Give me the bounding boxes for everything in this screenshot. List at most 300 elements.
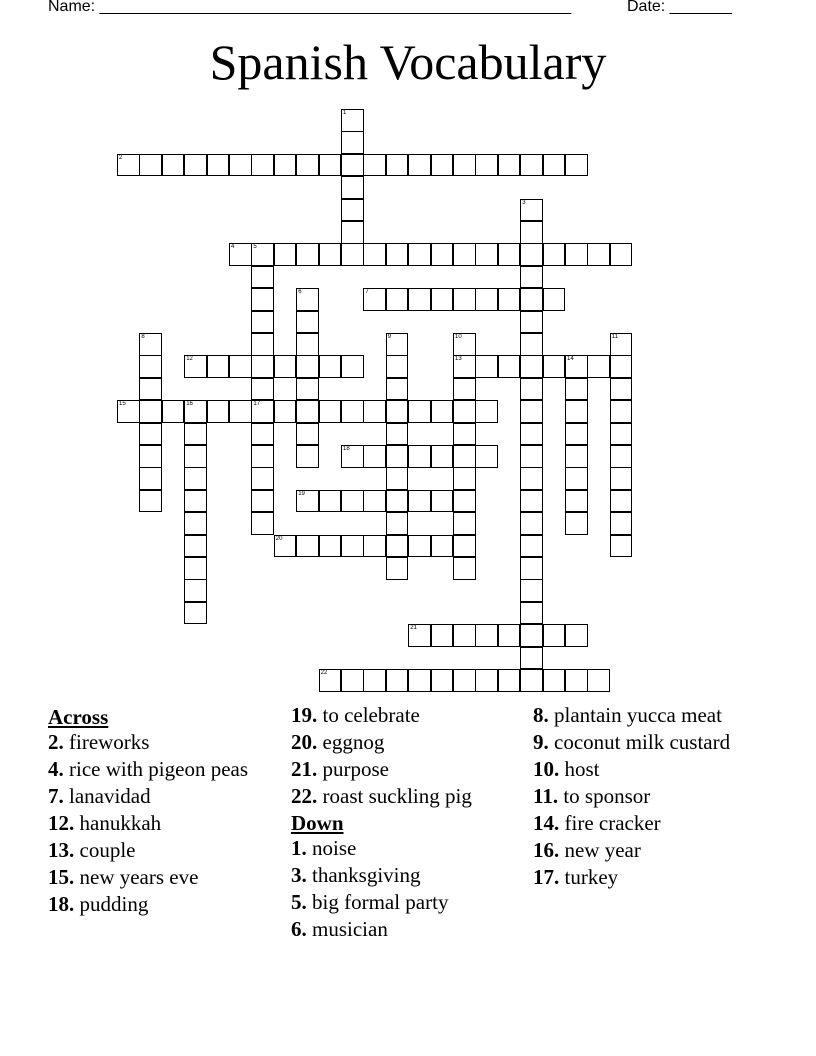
crossword-cell[interactable] [498,624,521,647]
crossword-cell[interactable] [431,288,454,311]
crossword-cell[interactable] [498,355,521,378]
clue-column-1 [48,703,278,919]
across-clue [291,703,521,728]
crossword-cell[interactable] [251,311,274,334]
across-heading: Across [48,705,109,729]
clue-number: 11. [533,784,559,808]
cell-number: 10 [455,334,462,340]
crossword-cell[interactable] [431,400,454,423]
crossword-cell[interactable] [498,154,521,177]
crossword-cell[interactable] [453,490,476,513]
clue-number: 8. [533,703,549,727]
clue-text: lanavidad [69,783,151,808]
crossword-cell[interactable] [184,512,207,535]
crossword-cell[interactable] [520,423,543,446]
cell-number: 20 [275,535,283,542]
crossword-cell[interactable] [341,109,364,132]
clue-number: 6. [291,916,307,941]
crossword-cell[interactable] [207,154,230,177]
clue-text: fire cracker [564,811,661,835]
clue-text: fireworks [69,729,150,754]
clue-column-3 [533,703,733,892]
clue-text: musician [312,916,388,941]
crossword-cell[interactable] [363,490,386,513]
crossword-cell[interactable] [386,243,409,266]
crossword-cell[interactable] [296,243,319,266]
down-clue [291,863,521,888]
crossword-cell[interactable] [386,154,409,177]
crossword-cell[interactable] [341,131,364,154]
crossword-cell[interactable] [431,243,454,266]
clue-number: 1. [291,835,307,860]
crossword-cell[interactable] [475,154,498,177]
crossword-cell[interactable] [207,400,230,423]
cell-number: 5 [253,244,257,251]
down-clue [291,836,521,861]
cell-number: 16 [186,401,193,408]
crossword-cell[interactable] [184,445,207,468]
crossword-cell[interactable] [498,669,521,692]
crossword-cell[interactable] [543,355,566,378]
across-clue [291,730,521,755]
crossword-cell[interactable] [408,624,431,647]
crossword-cell[interactable] [274,154,297,177]
crossword-cell[interactable] [431,445,454,468]
crossword-cell[interactable] [319,669,342,692]
crossword-cell[interactable] [498,243,521,266]
clue-text: to sponsor [563,784,651,808]
down-clue [533,730,733,755]
clue-number: 12. [48,810,75,835]
crossword-cell[interactable] [251,243,274,266]
crossword-cell[interactable] [341,355,364,378]
crossword-cell[interactable] [520,624,543,647]
clue-text: noise [312,835,357,860]
crossword-cell[interactable] [520,333,543,356]
across-clue [48,784,278,809]
crossword-cell[interactable] [453,624,476,647]
crossword-cell[interactable] [296,378,319,401]
clue-number: 20. [291,730,318,754]
crossword-cell[interactable] [408,669,431,692]
crossword-cell[interactable] [184,535,207,558]
crossword-cell[interactable] [319,400,342,423]
crossword-cell[interactable] [296,333,319,356]
crossword-cell[interactable] [251,266,274,289]
crossword-cell[interactable] [251,333,274,356]
crossword-cell[interactable] [274,535,297,558]
clue-text: host [564,757,600,781]
crossword-cell[interactable] [386,378,409,401]
name-field-label: Name: _____________________________________________________ [48,0,572,15]
crossword-cell[interactable] [386,355,409,378]
clue-number: 7. [48,783,64,808]
down-clue [291,917,521,942]
crossword-cell[interactable] [453,400,476,423]
crossword-cell[interactable] [520,602,543,625]
crossword-cell[interactable] [543,669,566,692]
crossword-cell[interactable] [520,378,543,401]
crossword-cell[interactable] [251,400,274,423]
clue-number: 17. [533,865,560,889]
across-clue [48,865,278,890]
crossword-cell[interactable] [251,288,274,311]
crossword-cell[interactable] [431,154,454,177]
crossword-cell[interactable] [520,221,543,244]
crossword-cell[interactable] [408,445,431,468]
cell-number: 17 [253,401,261,408]
crossword-cell[interactable] [296,400,319,423]
crossword-cell[interactable] [543,624,566,647]
crossword-cell[interactable] [296,535,319,558]
page-title: Spanish Vocabulary [209,34,607,90]
clue-number: 5. [291,889,307,914]
crossword-cell[interactable] [319,355,342,378]
crossword-cell[interactable] [139,154,162,177]
crossword-cell[interactable] [453,333,476,356]
crossword-cell[interactable] [520,288,543,311]
cell-number: 2 [119,154,123,161]
crossword-cell[interactable] [520,512,543,535]
cell-number: 4 [231,244,235,251]
crossword-cell[interactable] [520,355,543,378]
cell-number: 19 [298,490,305,497]
crossword-cell[interactable] [520,266,543,289]
crossword-cell[interactable] [296,490,319,513]
clue-text: coconut milk custard [554,730,731,754]
crossword-cell[interactable] [520,154,543,177]
crossword-cell[interactable] [587,669,610,692]
cell-number: 7 [365,289,369,296]
crossword-cell[interactable] [453,557,476,580]
crossword-cell[interactable] [610,490,633,513]
crossword-cell[interactable] [251,445,274,468]
clue-text: pudding [79,891,149,916]
crossword-cell[interactable] [520,467,543,490]
crossword-cell[interactable] [565,669,588,692]
crossword-cell[interactable] [274,400,297,423]
clue-number: 19. [291,703,318,727]
crossword-cell[interactable] [565,490,588,513]
crossword-cell[interactable] [543,154,566,177]
clue-text: new years eve [79,864,199,889]
crossword-cell[interactable] [386,467,409,490]
crossword-cell[interactable] [117,400,140,423]
crossword-cell[interactable] [520,669,543,692]
crossword-cell[interactable] [341,490,364,513]
crossword-cell[interactable] [453,288,476,311]
cell-number: 6 [298,289,302,296]
crossword-cell[interactable] [184,490,207,513]
crossword-cell[interactable] [341,669,364,692]
cell-number: 22 [320,670,328,676]
clue-text: hanukkah [79,810,162,835]
crossword-cell[interactable] [565,355,588,378]
crossword-cell[interactable] [565,445,588,468]
crossword-cell[interactable] [386,288,409,311]
crossword-cell[interactable] [139,355,162,378]
crossword-cell[interactable] [184,557,207,580]
crossword-cell[interactable] [453,423,476,446]
crossword-cell[interactable] [251,378,274,401]
crossword-cell[interactable] [363,288,386,311]
crossword-cell[interactable] [453,669,476,692]
crossword-cell[interactable] [319,154,342,177]
crossword-cell[interactable] [565,400,588,423]
crossword-cell[interactable] [184,154,207,177]
crossword-cell[interactable] [139,400,162,423]
cell-number: 9 [387,334,392,340]
crossword-cell[interactable] [475,445,498,468]
crossword-cell[interactable] [565,243,588,266]
crossword-cell[interactable] [386,423,409,446]
crossword-cell[interactable] [363,669,386,692]
crossword-cell[interactable] [610,333,633,356]
crossword-cell[interactable] [520,557,543,580]
clue-number: 22. [291,784,318,808]
crossword-cell[interactable] [610,423,633,446]
crossword-cell[interactable] [184,355,207,378]
crossword-cell[interactable] [408,288,431,311]
crossword-cell[interactable] [520,311,543,334]
crossword-cell[interactable] [431,490,454,513]
clue-text: to celebrate [322,703,420,727]
crossword-cell[interactable] [587,243,610,266]
crossword-cell[interactable] [431,624,454,647]
cell-number: 18 [343,446,350,452]
crossword-cell[interactable] [386,669,409,692]
crossword-cell[interactable] [610,355,633,378]
crossword-cell[interactable] [341,243,364,266]
crossword-cell[interactable] [296,423,319,446]
crossword-cell[interactable] [117,154,140,177]
crossword-cell[interactable] [386,535,409,558]
crossword-cell[interactable] [341,535,364,558]
crossword-cell[interactable] [229,154,252,177]
crossword-cell[interactable] [251,154,274,177]
crossword-cell[interactable] [251,490,274,513]
crossword-cell[interactable] [431,535,454,558]
clue-number: 2. [48,729,64,754]
crossword-cell[interactable] [139,423,162,446]
down-heading: Down [291,811,344,835]
crossword-cell[interactable] [184,423,207,446]
crossword-cell[interactable] [229,243,252,266]
crossword-cell[interactable] [319,490,342,513]
crossword-cell[interactable] [543,243,566,266]
crossword-cell[interactable] [520,535,543,558]
crossword-cell[interactable] [520,490,543,513]
crossword-cell[interactable] [251,423,274,446]
crossword-cell[interactable] [296,154,319,177]
crossword-cell[interactable] [520,400,543,423]
crossword-cell[interactable] [408,243,431,266]
crossword-cell[interactable] [520,579,543,602]
crossword-cell[interactable] [453,243,476,266]
crossword-cell[interactable] [162,154,185,177]
crossword-cell[interactable] [386,333,409,356]
crossword-cell[interactable] [341,154,364,177]
clue-text: turkey [564,865,619,889]
across-clue [48,811,278,836]
cell-number: 11 [611,334,619,340]
cell-number: 14 [567,356,574,363]
clue-text: rice with pigeon peas [69,756,249,781]
crossword-cell[interactable] [453,355,476,378]
down-clue [533,703,733,728]
crossword-cell[interactable] [520,243,543,266]
crossword-cell[interactable] [610,467,633,490]
clue-text: plantain yucca meat [554,703,722,727]
clue-text: big formal party [312,889,449,914]
crossword-cell[interactable] [139,490,162,513]
cell-number: 21 [410,625,417,632]
crossword-cell[interactable] [475,288,498,311]
crossword-cell[interactable] [296,445,319,468]
crossword-cell[interactable] [229,400,252,423]
crossword-cell[interactable] [139,467,162,490]
crossword-cell[interactable] [587,355,610,378]
crossword-cell[interactable] [475,243,498,266]
clue-number: 10. [533,757,560,781]
across-clue [48,730,278,755]
crossword-cell[interactable] [565,154,588,177]
crossword-cell[interactable] [453,154,476,177]
crossword-cell[interactable] [274,243,297,266]
clue-text: eggnog [322,730,385,754]
crossword-cell[interactable] [610,243,633,266]
crossword-cell[interactable] [431,669,454,692]
down-clue [533,757,733,782]
crossword-cell[interactable] [184,602,207,625]
crossword-cell[interactable] [543,288,566,311]
crossword-cell[interactable] [386,557,409,580]
crossword-cell[interactable] [475,669,498,692]
crossword-cell[interactable] [296,288,319,311]
crossword-cell[interactable] [453,535,476,558]
crossword-cell[interactable] [162,400,185,423]
cell-number: 3 [522,199,526,206]
clue-number: 21. [291,757,318,781]
crossword-cell[interactable] [386,490,409,513]
clue-text: roast suckling pig [322,784,472,808]
crossword-cell[interactable] [363,400,386,423]
crossword-cell[interactable] [453,378,476,401]
crossword-cell[interactable] [341,199,364,222]
cell-number: 1 [343,110,347,116]
crossword-cell[interactable] [408,535,431,558]
crossword-cell[interactable] [363,445,386,468]
crossword-cell[interactable] [453,467,476,490]
crossword-cell[interactable] [139,445,162,468]
crossword-cell[interactable] [610,445,633,468]
crossword-cell[interactable] [408,400,431,423]
down-clue [291,890,521,915]
crossword-cell[interactable] [184,400,207,423]
crossword-cell[interactable] [341,445,364,468]
down-clue [533,784,733,809]
crossword-cell[interactable] [251,355,274,378]
crossword-cell[interactable] [139,333,162,356]
clue-number: 9. [533,730,549,754]
crossword-cell[interactable] [341,221,364,244]
crossword-cell[interactable] [520,199,543,222]
clue-number: 16. [533,838,560,862]
crossword-cell[interactable] [363,535,386,558]
crossword-cell[interactable] [386,512,409,535]
clue-text: purpose [322,757,389,781]
clue-number: 13. [48,837,75,862]
clue-number: 18. [48,891,75,916]
clue-text: new year [564,838,641,862]
across-clue [48,757,278,782]
crossword-cell[interactable] [475,400,498,423]
crossword-cell[interactable] [610,400,633,423]
crossword-cell[interactable] [274,355,297,378]
crossword-cell[interactable] [610,535,633,558]
across-clue [291,757,521,782]
crossword-cell[interactable] [251,512,274,535]
crossword-cell[interactable] [453,445,476,468]
crossword-cell[interactable] [610,378,633,401]
clue-number: 14. [533,811,560,835]
crossword-cell[interactable] [207,355,230,378]
crossword-cell[interactable] [319,535,342,558]
crossword-cell[interactable] [184,579,207,602]
crossword-cell[interactable] [363,154,386,177]
down-clue [533,865,733,890]
clue-text: thanksgiving [312,862,421,887]
down-clue [533,838,733,863]
crossword-cell[interactable] [565,423,588,446]
crossword-cell[interactable] [565,378,588,401]
crossword-cell[interactable] [565,512,588,535]
clue-number: 15. [48,864,75,889]
crossword-cell[interactable] [386,445,409,468]
crossword-cell[interactable] [610,512,633,535]
crossword-cell[interactable] [475,624,498,647]
crossword-cell[interactable] [229,355,252,378]
clue-number: 4. [48,756,64,781]
clue-text: couple [79,837,136,862]
crossword-cell[interactable] [363,243,386,266]
crossword-cell[interactable] [386,400,409,423]
crossword-cell[interactable] [520,647,543,670]
crossword-cell[interactable] [498,288,521,311]
crossword-cell[interactable] [251,467,274,490]
crossword-cell[interactable] [408,154,431,177]
crossword-cell[interactable] [139,378,162,401]
cell-number: 15 [119,401,126,408]
clue-number: 3. [291,862,307,887]
down-clue [533,811,733,836]
crossword-cell[interactable] [565,467,588,490]
crossword-cell[interactable] [296,311,319,334]
crossword-cell[interactable] [341,400,364,423]
crossword-cell[interactable] [341,176,364,199]
cell-number: 8 [141,334,145,340]
crossword-cell[interactable] [453,512,476,535]
cell-number: 12 [186,356,193,363]
crossword-cell[interactable] [408,490,431,513]
crossword-cell[interactable] [319,243,342,266]
clue-column-2 [291,703,521,944]
crossword-cell[interactable] [565,624,588,647]
crossword-cell[interactable] [296,355,319,378]
crossword-cell[interactable] [475,355,498,378]
crossword-cell[interactable] [520,445,543,468]
crossword-cell[interactable] [184,467,207,490]
